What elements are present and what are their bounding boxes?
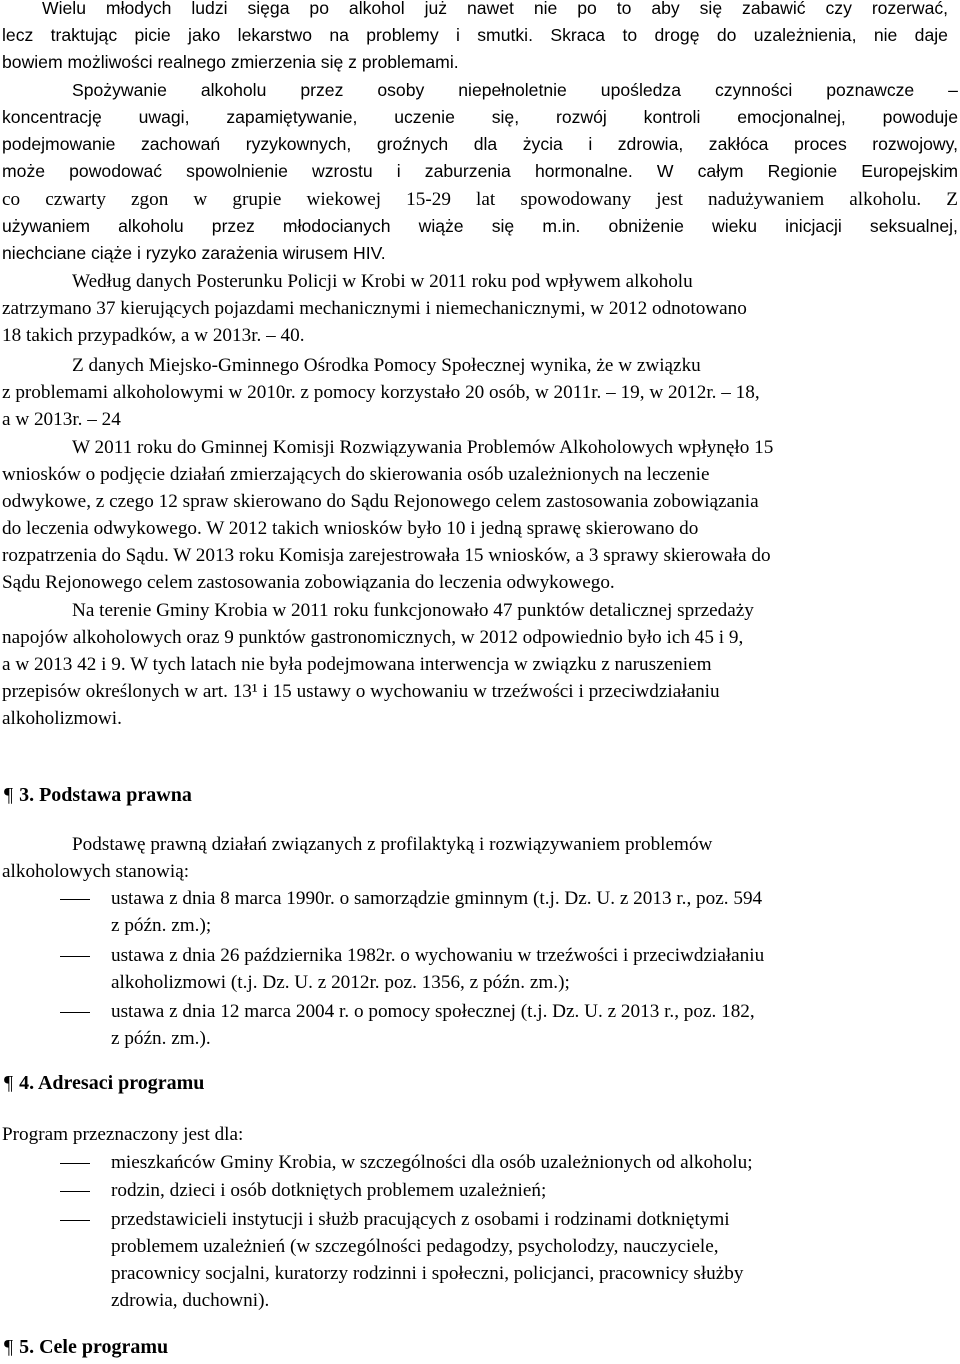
paragraph-line: odwykowe, z czego 12 spraw skierowano do Sądu Rejonowego celem zastosowania zobowiązania (2, 491, 759, 512)
paragraph-line: do leczenia odwykowego. W 2012 takich wniosków było 10 i jedną sprawę skierowano do (2, 518, 699, 539)
paragraph-line: alkoholowych stanowią: (2, 861, 190, 882)
list-dash (60, 956, 90, 957)
paragraph-line: Sądu Rejonowego celem zastosowania zobowiązania do leczenia odwykowego. (2, 572, 615, 593)
paragraph-line: Podstawę prawną działań związanych z profilaktyką i rozwiązywaniem problemów (72, 834, 713, 855)
paragraph-line: przepisów określonych w art. 13¹ i 15 ustawy o wychowaniu w trzeźwości i przeciwdziałaniu (2, 681, 720, 702)
list-item: problemem uzależnień (w szczególności pedagodzy, psycholodzy, nauczyciele, (111, 1236, 719, 1257)
list-item: ustawa z dnia 26 października 1982r. o wychowaniu w trzeźwości i przeciwdziałaniu (111, 945, 765, 966)
section-title: 3. Podstawa prawna (19, 784, 192, 806)
list-item: z późn. zm.); (111, 915, 212, 936)
paragraph-line: Program przeznaczony jest dla: (2, 1124, 244, 1145)
paragraph-line: Z danych Miejsko-Gminnego Ośrodka Pomocy Społecznej wynika, że w związku (72, 355, 701, 376)
paragraph-line: może powodować spowolnienie wzrostu i zaburzenia hormonalne. W całym Regionie Europejskim (2, 161, 959, 181)
section-title: 5. Cele programu (19, 1336, 169, 1358)
paragraph-line: zatrzymano 37 kierujących pojazdami mechanicznymi i niemechanicznymi, w 2012 odnotowano (2, 298, 747, 319)
paragraph-line: W 2011 roku do Gminnej Komisji Rozwiązywania Problemów Alkoholowych wpłynęło 15 (72, 437, 774, 458)
paragraph-line: Według danych Posterunku Policji w Krobi w 2011 roku pod wpływem alkoholu (72, 271, 693, 292)
list-item: rodzin, dzieci i osób dotkniętych problemem uzależnień; (111, 1180, 547, 1201)
section-heading (4, 784, 192, 807)
list-dash (60, 899, 90, 900)
paragraph-line: bowiem możliwości realnego zmierzenia się z problemami. (2, 52, 459, 72)
paragraph-line: napojów alkoholowych oraz 9 punktów gastronomicznych, w 2012 odpowiednio było ich 45 i 9, (2, 627, 744, 648)
list-item: ustawa z dnia 8 marca 1990r. o samorządzie gminnym (t.j. Dz. U. z 2013 r., poz. 594 (111, 888, 763, 909)
list-item: z późn. zm.). (111, 1028, 211, 1049)
paragraph-line: koncentrację uwagi, zapamiętywanie, uczenie się, rozwój kontroli emocjonalnej, powoduje (2, 107, 958, 127)
paragraph-line: co czwarty zgon w grupie wiekowej 15-29 lat spowodowany jest nadużywaniem alkoholu. Z (2, 189, 959, 210)
paragraph-line: niechciane ciąże i ryzyko zarażenia wirusem HIV. (2, 243, 386, 263)
list-item: mieszkańców Gminy Krobia, w szczególności dla osób uzależnionych od alkoholu; (111, 1152, 753, 1173)
paragraph-line: lecz traktując picie jako lekarstwo na problemy i smutki. Skraca to drogę do uzależnienia, nie daje (2, 25, 948, 45)
list-dash (60, 1220, 90, 1221)
section-heading (4, 1336, 168, 1359)
list-dash (60, 1163, 90, 1164)
section-heading (4, 1072, 204, 1095)
paragraph-line: używaniem alkoholu przez młodocianych wiąże się m.in. obniżenie wieku inicjacji seksualnej, (2, 216, 958, 236)
pilcrow-mark: ¶ (4, 1336, 14, 1358)
paragraph-line: Spożywanie alkoholu przez osoby niepełnoletnie upośledza czynności poznawcze – (72, 80, 958, 100)
paragraph-line: Wielu młodych ludzi sięga po alkohol już nawet nie po to aby się zabawić czy rozerwać, (42, 0, 949, 18)
section-title: 4. Adresaci programu (19, 1072, 205, 1094)
list-dash (60, 1191, 90, 1192)
list-item: przedstawicieli instytucji i służb pracujących z osobami i rodzinami dotkniętymi (111, 1209, 730, 1230)
paragraph-line: 18 takich przypadków, a w 2013r. – 40. (2, 325, 305, 346)
paragraph-line: podejmowanie zachowań ryzykownych, groźnych dla życia i zdrowia, zakłóca proces rozwojowy, (2, 134, 958, 154)
paragraph-line: a w 2013 42 i 9. W tych latach nie była podejmowana interwencja w związku z naruszeniem (2, 654, 712, 675)
paragraph-line: rozpatrzenia do Sądu. W 2013 roku Komisja zarejestrowała 15 wniosków, a 3 sprawy skierowała do (2, 545, 771, 566)
list-item: pracownicy socjalni, kuratorzy rodzinni i społeczni, policjanci, pracownicy służby (111, 1263, 744, 1284)
pilcrow-mark: ¶ (4, 784, 14, 806)
paragraph-line: Na terenie Gminy Krobia w 2011 roku funkcjonowało 47 punktów detalicznej sprzedaży (72, 600, 754, 621)
paragraph-line: alkoholizmowi. (2, 708, 122, 729)
list-item: alkoholizmowi (t.j. Dz. U. z 2012r. poz. 1356, z późn. zm.); (111, 972, 570, 993)
pilcrow-mark: ¶ (4, 1072, 14, 1094)
list-dash (60, 1012, 90, 1013)
list-item: zdrowia, duchowni). (111, 1290, 270, 1311)
paragraph-line: a w 2013r. – 24 (2, 409, 121, 430)
list-item: ustawa z dnia 12 marca 2004 r. o pomocy społecznej (t.j. Dz. U. z 2013 r., poz. 182, (111, 1001, 755, 1022)
paragraph-line: wniosków o podjęcie działań zmierzających do skierowania osób uzależnionych na leczenie (2, 464, 710, 485)
paragraph-line: z problemami alkoholowymi w 2010r. z pomocy korzystało 20 osób, w 2011r. – 19, w 2012r. – 18, (2, 382, 760, 403)
